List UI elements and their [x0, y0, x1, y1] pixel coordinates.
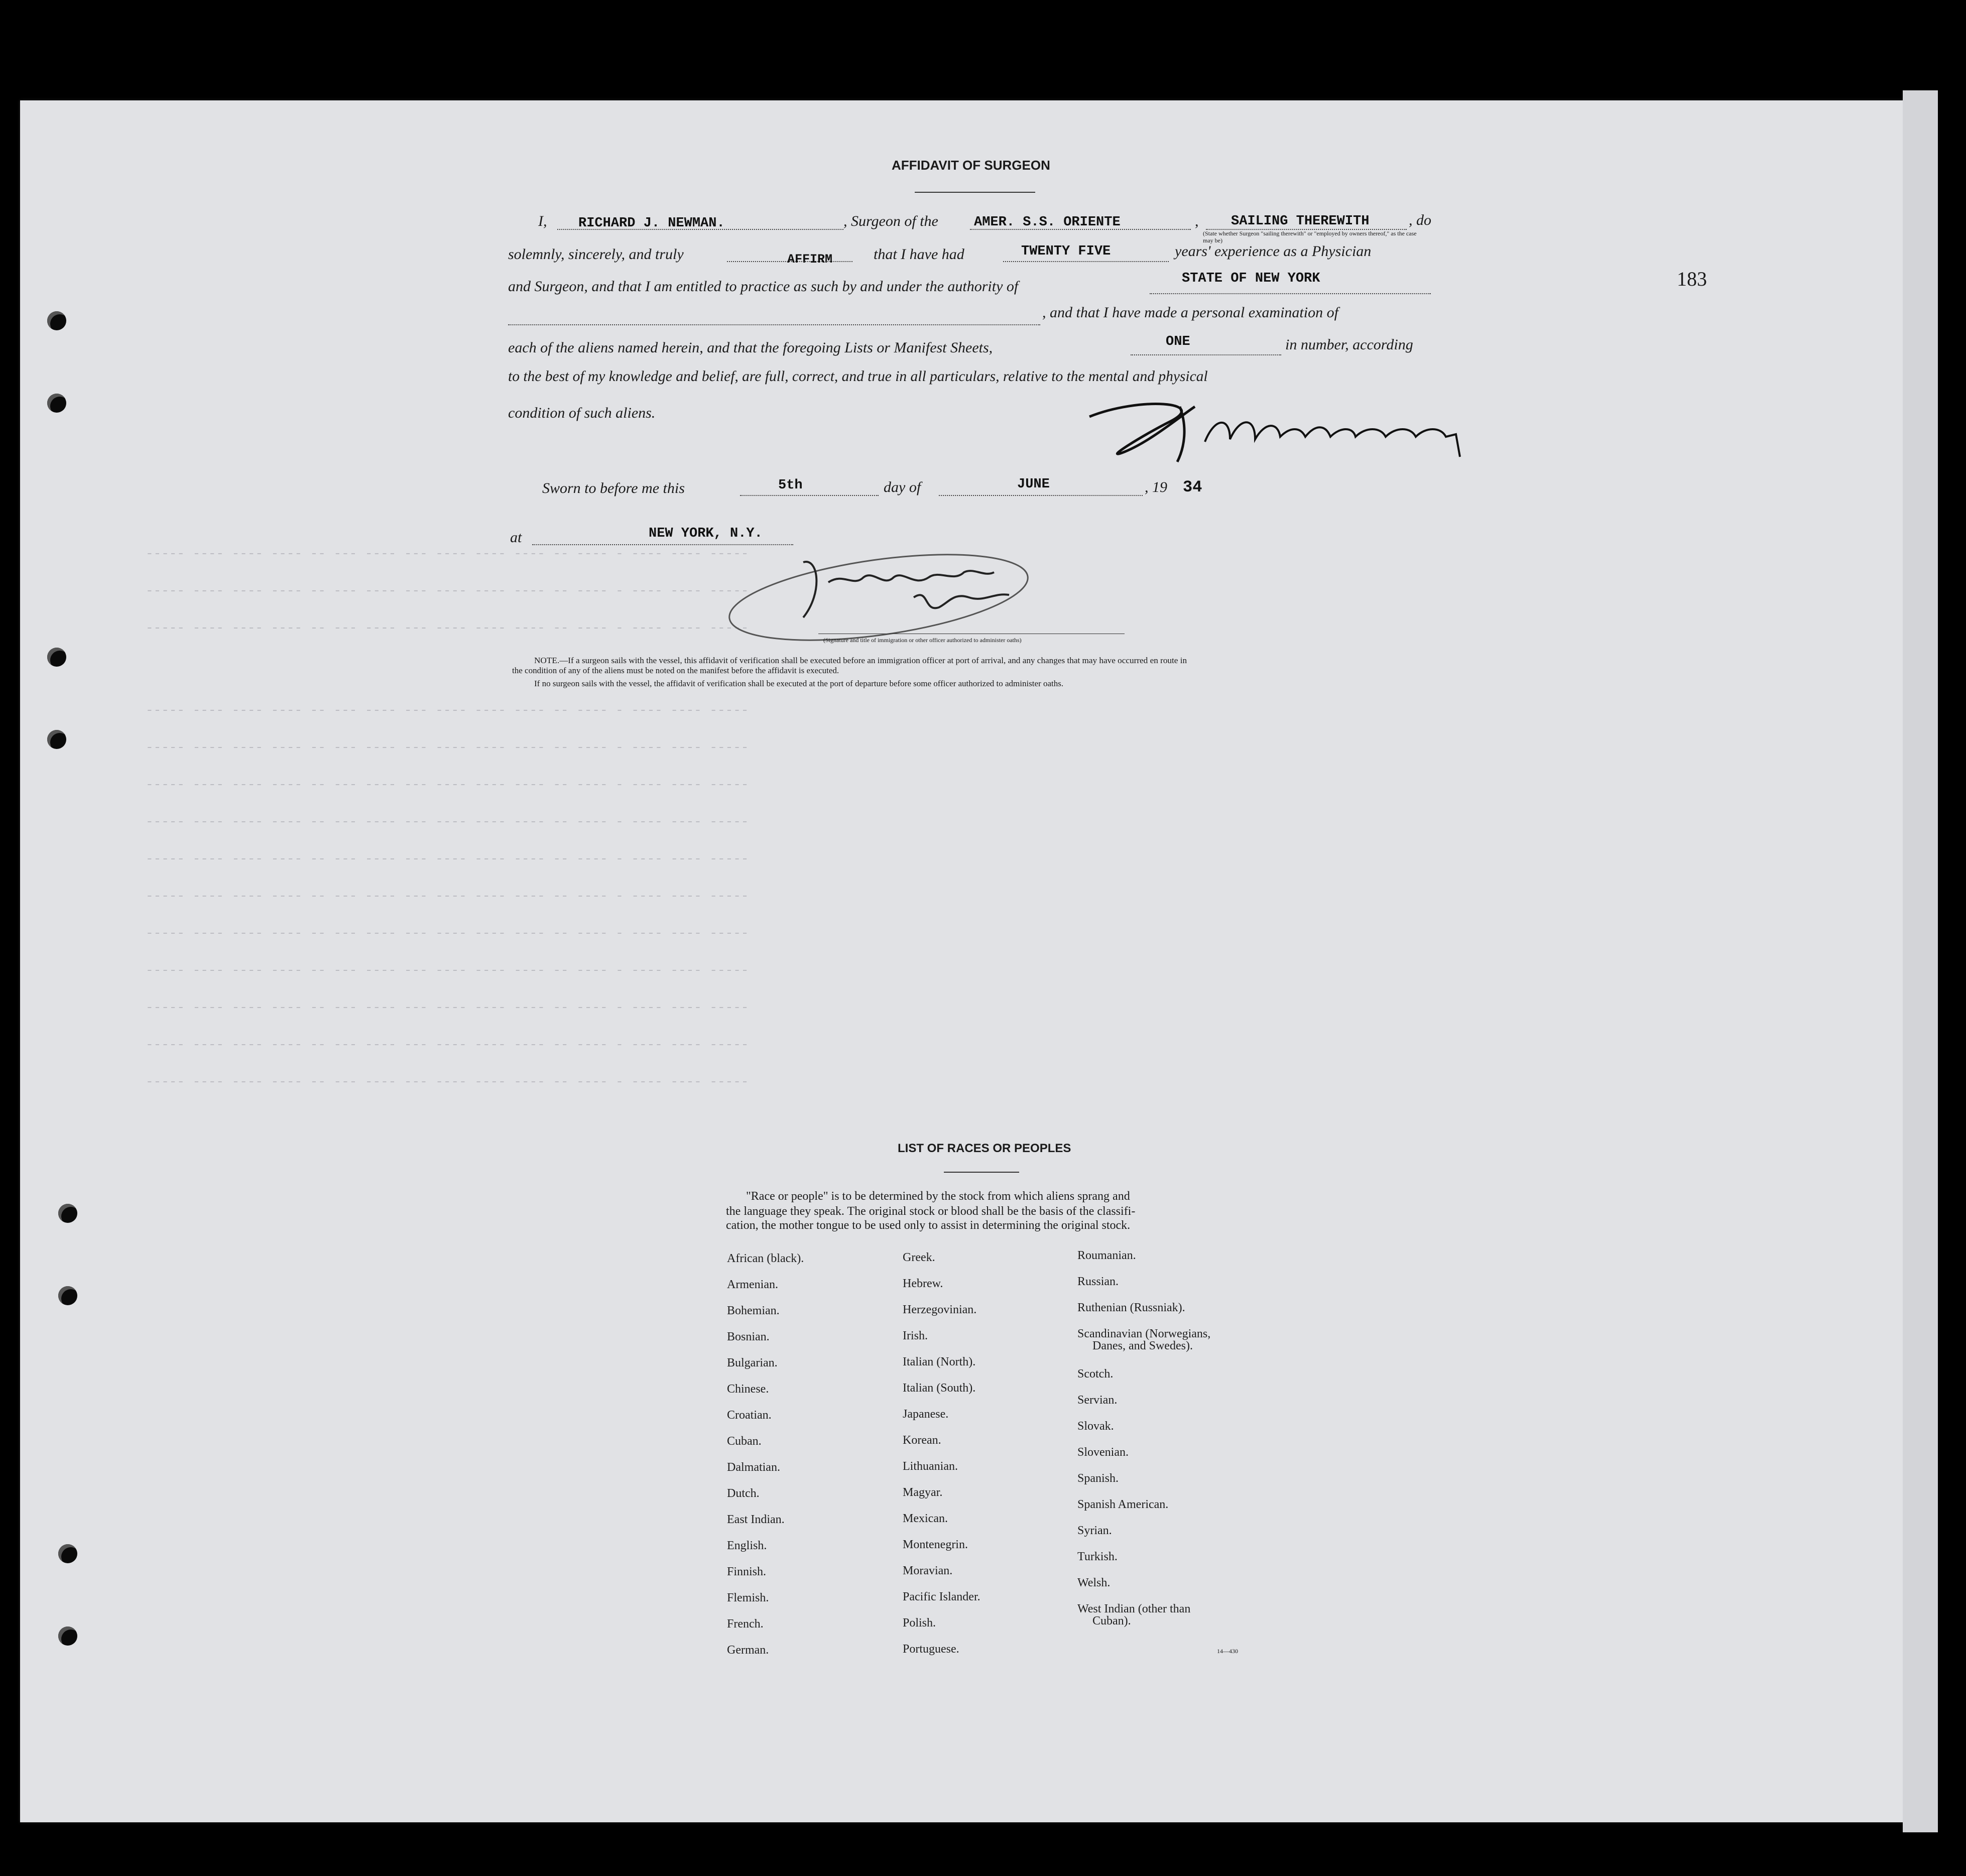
race-item: Turkish. [1077, 1550, 1118, 1563]
race-item: Spanish. [1077, 1472, 1119, 1485]
fill-line [740, 495, 879, 496]
race-item: Irish. [903, 1329, 928, 1342]
fill-line [939, 495, 1143, 496]
race-item: Moravian. [903, 1564, 953, 1577]
condition-text: condition of such aliens. [508, 405, 656, 421]
race-item: Dalmatian. [727, 1461, 780, 1474]
page-number: 183 [1677, 268, 1707, 290]
binder-hole [58, 1627, 77, 1646]
sailing-status: SAILING THEREWITH [1231, 214, 1370, 229]
race-item: Polish. [903, 1616, 936, 1630]
race-item: Greek. [903, 1251, 935, 1264]
race-item: Croatian. [727, 1409, 772, 1422]
race-item: German. [727, 1644, 769, 1657]
race-item: Spanish American. [1077, 1498, 1169, 1511]
race-item: Ruthenian (Russniak). [1077, 1301, 1185, 1314]
fill-line [1150, 293, 1431, 294]
officer-signature [713, 542, 1104, 648]
surgeon-of-label: , Surgeon of the [843, 213, 938, 229]
form-number: 14—430 [1217, 1648, 1238, 1655]
that-i-have-had: that I have had [874, 246, 964, 263]
affidavit-i: I, [538, 213, 547, 229]
race-item: Chinese. [727, 1383, 769, 1396]
binder-hole [58, 1286, 77, 1305]
race-item: Magyar. [903, 1486, 943, 1499]
race-item: Slovenian. [1077, 1446, 1129, 1459]
years-experience: TWENTY FIVE [1021, 244, 1111, 259]
races-intro-1: "Race or people" is to be determined by the stock from which aliens sprang and [746, 1190, 1130, 1203]
and-surgeon-text: and Surgeon, and that I am entitled to practice as such by and under the authority of [508, 278, 1019, 295]
race-item: English. [727, 1539, 767, 1552]
at-text: at [510, 529, 522, 546]
title-rule [915, 192, 1035, 193]
note-line-3: If no surgeon sails with the vessel, the affidavit of verification shall be executed at the port of departure before some officer authorized to administer oaths. [534, 679, 1064, 688]
sworn-year: 34 [1183, 478, 1202, 496]
race-item: French. [727, 1617, 764, 1631]
affirm-word: AFFIRM [787, 252, 833, 267]
fill-line [1003, 261, 1169, 262]
day-of-text: day of [884, 479, 921, 495]
race-item: Herzegovinian. [903, 1303, 977, 1316]
race-item: Cuban). [1092, 1614, 1131, 1628]
in-number-text: in number, according [1285, 336, 1413, 353]
manifest-page [20, 100, 1928, 1822]
race-item: Flemish. [727, 1591, 769, 1604]
comma: , [1195, 213, 1199, 229]
fill-line [1131, 354, 1281, 355]
races-title: LIST OF RACES OR PEOPLES [898, 1142, 1071, 1155]
race-item: Slovak. [1077, 1420, 1114, 1433]
sworn-place: NEW YORK, N.Y. [649, 526, 763, 541]
race-item: Syrian. [1077, 1524, 1112, 1537]
race-item: Italian (South). [903, 1382, 976, 1395]
race-item: Scandinavian (Norwegians, [1077, 1327, 1211, 1340]
fill-line [508, 324, 1040, 325]
race-item: East Indian. [727, 1513, 785, 1526]
binder-hole [58, 1204, 77, 1223]
race-item: Korean. [903, 1434, 941, 1447]
surgeon-signature [1079, 387, 1481, 472]
race-item: Danes, and Swedes). [1092, 1339, 1193, 1352]
affidavit-title: AFFIDAVIT OF SURGEON [892, 158, 1050, 173]
note-line-1: NOTE.—If a surgeon sails with the vessel, this affidavit of verification shall be executed before an immigration officer at port of arrival, and any changes that may have occurred en route in [534, 656, 1187, 665]
race-item: Bohemian. [727, 1304, 780, 1317]
sworn-text: Sworn to before me this [542, 480, 685, 496]
race-item: Pacific Islander. [903, 1590, 980, 1603]
year-prefix: , 19 [1145, 479, 1167, 495]
binder-hole [47, 730, 66, 749]
races-title-rule [944, 1172, 1019, 1173]
sworn-month: JUNE [1017, 477, 1050, 492]
sheet-count: ONE [1166, 334, 1190, 349]
years-text: years' experience as a Physician [1175, 243, 1372, 260]
personal-exam-text: , and that I have made a personal examination of [1042, 304, 1338, 321]
race-item: African (black). [727, 1252, 804, 1265]
race-item: Bosnian. [727, 1330, 770, 1343]
race-item: Portuguese. [903, 1643, 959, 1656]
race-item: Russian. [1077, 1275, 1119, 1288]
officer-caption: (Signature and title of immigration or other officer authorized to administer oaths) [823, 637, 1022, 644]
race-item: Dutch. [727, 1487, 760, 1500]
binder-hole [58, 1544, 77, 1563]
binder-hole [47, 648, 66, 667]
race-item: Armenian. [727, 1278, 778, 1291]
do-label: , do [1409, 212, 1431, 228]
to-best-text: to the best of my knowledge and belief, are full, correct, and true in all particulars, relative to the mental and physical [508, 368, 1208, 385]
races-intro-2: the language they speak. The original stock or blood shall be the basis of the classifi- [726, 1205, 1136, 1218]
surgeon-name: RICHARD J. NEWMAN. [578, 216, 725, 231]
race-item: Italian (North). [903, 1355, 976, 1368]
each-of-text: each of the aliens named herein, and that the foregoing Lists or Manifest Sheets, [508, 339, 993, 356]
binder-hole [47, 311, 66, 330]
race-item: West Indian (other than [1077, 1602, 1191, 1615]
solemnly-text: solemnly, sincerely, and truly [508, 246, 684, 263]
race-item: Servian. [1077, 1394, 1118, 1407]
authority: STATE OF NEW YORK [1182, 271, 1320, 286]
race-item: Montenegrin. [903, 1538, 968, 1551]
page-edge [1903, 90, 1938, 1832]
race-item: Lithuanian. [903, 1460, 958, 1473]
sailing-note: (State whether Surgeon "sailing therewith" or "employed by owners thereof," as the case may be) [1203, 230, 1417, 244]
race-item: Bulgarian. [727, 1356, 778, 1369]
ship-name: AMER. S.S. ORIENTE [974, 215, 1121, 230]
race-item: Welsh. [1077, 1576, 1111, 1589]
race-item: Scotch. [1077, 1367, 1114, 1381]
race-item: Japanese. [903, 1408, 949, 1421]
race-item: Hebrew. [903, 1277, 943, 1290]
races-intro-3: cation, the mother tongue to be used only to assist in determining the original stock. [726, 1219, 1131, 1232]
note-line-2: the condition of any of the aliens must be noted on the manifest before the affidavit is executed. [512, 666, 839, 675]
race-item: Finnish. [727, 1565, 767, 1578]
race-item: Roumanian. [1077, 1249, 1136, 1262]
race-item: Mexican. [903, 1512, 948, 1525]
sworn-day: 5th [778, 478, 803, 493]
race-item: Cuban. [727, 1435, 762, 1448]
binder-hole [47, 394, 66, 413]
